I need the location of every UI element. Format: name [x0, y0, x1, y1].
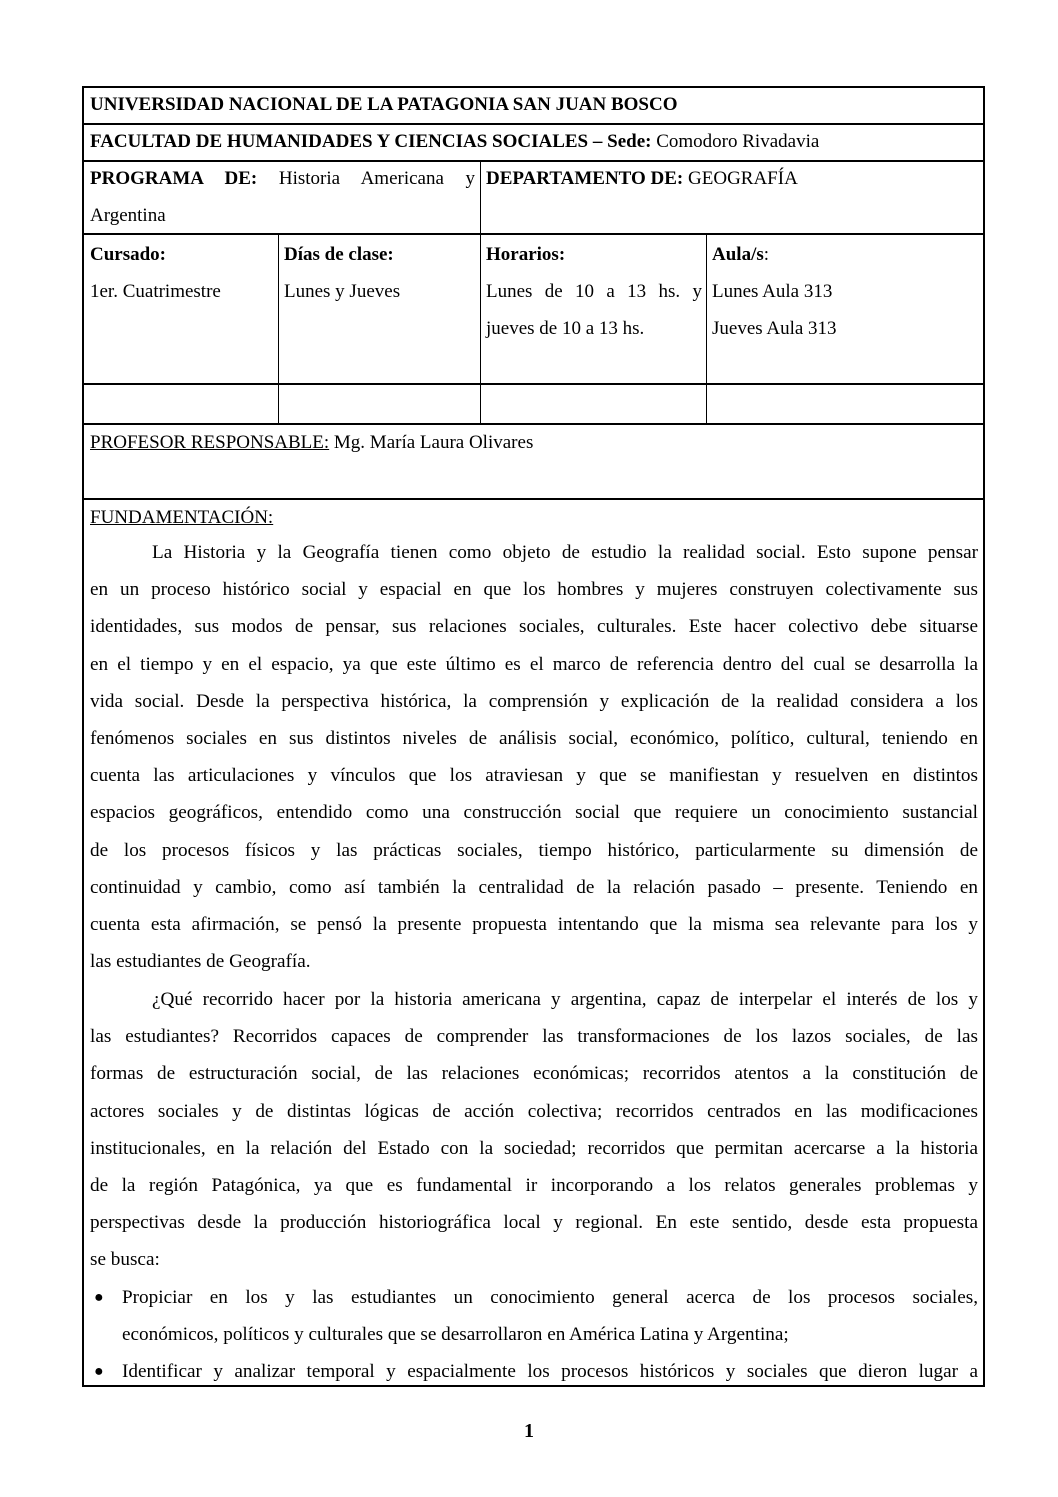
cursado-label: Cursado:	[90, 244, 167, 265]
text-line: económicos, políticos y culturales que se desarrollaron en América Latina y Argentina;	[122, 1324, 789, 1346]
aulas-label: Aula/s	[712, 244, 764, 265]
horarios-value-2: jueves de 10 a 13 hs.	[486, 318, 645, 339]
university-name: UNIVERSIDAD NACIONAL DE LA PATAGONIA SAN JUAN BOSCO	[90, 94, 678, 115]
fundamentacion-bullets	[90, 1279, 978, 1391]
dias-label: Días de clase:	[284, 244, 394, 265]
column-divider	[480, 233, 481, 423]
dias-value: Lunes y Jueves	[284, 281, 401, 302]
fundamentacion-paragraph-2	[90, 981, 978, 1279]
text-line: de la región Patagónica, ya que es fundamental ir incorporando a los relatos generales problemas y	[90, 1174, 978, 1196]
text-line: cuenta esta afirmación, se pensó la presente propuesta intentando que la misma sea relevante para los y	[90, 913, 978, 935]
fundamentacion-paragraph-1	[90, 534, 978, 980]
text-line: actores sociales y de distintas lógicas de acción colectiva; recorridos centrados en las modificaciones	[90, 1100, 978, 1122]
profesor-line	[90, 424, 533, 461]
profesor-label: PROFESOR RESPONSABLE:	[90, 432, 330, 453]
text-line: formas de estructuración social, de las relaciones económicas; recorridos atentos a la constitución de	[90, 1063, 978, 1085]
text-line: Propiciar en los y las estudiantes un conocimiento general acerca de los procesos sociales,	[122, 1287, 978, 1308]
text-line: continuidad y cambio, como así también la centralidad de la relación pasado – presente. Teniendo en	[90, 876, 978, 898]
page-number: 1	[524, 1420, 534, 1442]
text-line: fenómenos sociales en sus distintos niveles de análisis social, económico, político, cultural, teniendo en	[90, 727, 978, 749]
fundamentacion-title: FUNDAMENTACIÓN:	[90, 507, 274, 528]
aulas-value-1: Lunes Aula 313	[712, 281, 833, 302]
text-line: institucionales, en la relación del Estado con la sociedad; recorridos que permitan acercarse a la historia	[90, 1137, 978, 1159]
text-line: vida social. Desde la perspectiva histórica, la comprensión y explicación de la realidad considera a los	[90, 690, 978, 712]
text-line: las estudiantes? Recorridos capaces de comprender las transformaciones de los lazos sociales, de las	[90, 1026, 978, 1048]
text-line: ¿Qué recorrido hacer por la historia americana y argentina, capaz de interpelar el interés de los y	[152, 989, 978, 1010]
departamento-value: GEOGRAFÍA	[683, 168, 798, 189]
aulas-label-suffix: :	[763, 244, 770, 265]
faculty-line	[90, 123, 819, 160]
faculty-name: FACULTAD DE HUMANIDADES Y CIENCIAS SOCIALES –	[90, 131, 608, 152]
text-line: espacios geográficos, entendido como una construcción social que requiere un conocimiento sustancial	[90, 802, 978, 824]
text-line: Identificar y analizar temporal y espacialmente los procesos históricos y sociales que dieron lugar a	[122, 1361, 978, 1382]
row-divider	[84, 383, 983, 385]
column-divider	[706, 233, 707, 423]
row-divider	[84, 233, 983, 235]
sede-value: Comodoro Rivadavia	[651, 131, 820, 152]
text-line: en un proceso histórico social y espacial en que los hombres y mujeres construyen colectivamente sus	[90, 579, 978, 601]
aulas-label-line	[712, 236, 769, 273]
text-line: identidades, sus modos de pensar, sus relaciones sociales, culturales. Este hacer colectivo debe situarse	[90, 616, 978, 638]
text-line: cuenta las articulaciones y vínculos que los atraviesan y que se manifiestan y resuelven en distintos	[90, 765, 978, 787]
column-divider	[480, 160, 481, 233]
horarios-label: Horarios:	[486, 244, 566, 265]
aulas-value-2: Jueves Aula 313	[712, 318, 837, 339]
sede-label: Sede:	[607, 131, 652, 152]
text-line: de los procesos físicos y las prácticas sociales, tiempo histórico, particularmente su dimensión de	[90, 839, 978, 861]
programa-value: Historia Americana y	[278, 168, 476, 189]
bullet-icon: ●	[94, 1289, 104, 1306]
text-line: perspectivas desde la producción historiográfica local y regional. En este sentido, desde esta propuesta	[90, 1212, 978, 1234]
bullet-icon: ●	[94, 1363, 104, 1380]
text-line: se busca:	[90, 1249, 160, 1271]
cursado-value: 1er. Cuatrimestre	[90, 281, 221, 302]
departamento-label: DEPARTAMENTO DE:	[486, 168, 684, 189]
programa-label: PROGRAMA DE:	[90, 168, 258, 189]
profesor-value: Mg. María Laura Olivares	[329, 432, 534, 453]
programa-line	[90, 160, 475, 197]
departamento-line	[486, 160, 798, 197]
program-table	[82, 86, 985, 1387]
text-line: La Historia y la Geografía tienen como objeto de estudio la realidad social. Esto supone pensar	[152, 542, 978, 563]
horarios-value-1: Lunes de 10 a 13 hs. y	[486, 281, 702, 302]
text-line: las estudiantes de Geografía.	[90, 951, 311, 973]
text-line: en el tiempo y en el espacio, ya que este último es el marco de referencia dentro del cual se desarrolla la	[90, 653, 978, 675]
programa-value-cont: Argentina	[90, 205, 166, 226]
column-divider	[278, 233, 279, 423]
